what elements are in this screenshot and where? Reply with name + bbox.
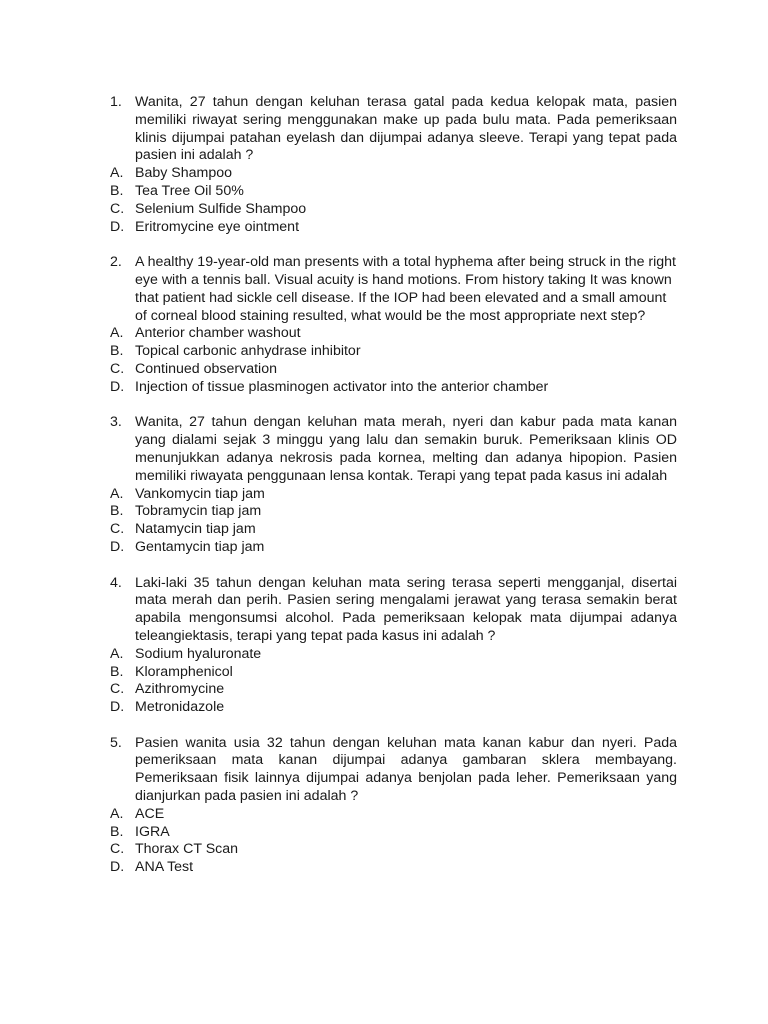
answer-option [110,486,677,504]
answer-option [110,841,677,859]
answer-option [110,503,677,521]
option-text: Natamycin tiap jam [135,521,256,538]
option-letter: B. [110,823,124,840]
question-text: Pasien wanita usia 32 tahun dengan keluhan mata kanan kabur dan nyeri. Pada pemeriksaan mata kanan dijumpai adanya gambaran sklera membayang. Pemeriksaan fisik lainnya dijumpai adanya benjolan pada leher. Pemeriksaan yang dianjurkan pada pasien ini adalah ? [135,734,677,805]
option-letter: D. [110,218,125,235]
answer-option [110,343,677,361]
option-letter: C. [110,360,125,377]
option-text: Tobramycin tiap jam [135,503,262,520]
question-number: 3. [110,414,122,431]
question-number: 2. [110,254,122,271]
option-letter: D. [110,859,125,876]
option-text: Selenium Sulfide Shampoo [135,200,307,217]
question-5 [110,735,677,877]
answer-option [110,806,677,824]
question-2 [110,254,677,396]
answer-option [110,219,677,237]
option-letter: A. [110,645,124,662]
question-number: 5. [110,734,122,751]
option-letter: A. [110,165,124,182]
option-letter: B. [110,343,124,360]
option-text: Kloramphenicol [135,663,233,680]
option-text: Anterior chamber washout [135,325,301,342]
option-text: ANA Test [135,859,194,876]
option-text: Tea Tree Oil 50% [135,182,244,199]
question-text: Laki-laki 35 tahun dengan keluhan mata sering terasa seperti mengganjal, disertai mata merah dan perih. Pasien sering mengalami jerawat yang terasa semakin berat apabila mengonsumsi alcohol. Pada pemeriksaan kelopak mata dijumpai adanya teleangiektasis, terapi yang tepat pada kasus ini adalah ? [135,574,677,644]
option-text: ACE [135,805,165,822]
option-text: Topical carbonic anhydrase inhibitor [135,343,361,360]
option-text: Vankomycin tiap jam [135,485,265,502]
option-text: Injection of tissue plasminogen activator into the anterior chamber [135,378,549,395]
option-text: Gentamycin tiap jam [135,538,265,555]
option-text: Metronidazole [135,699,225,716]
question-number: 1. [110,94,122,110]
option-letter: A. [110,485,124,502]
question-text: Wanita, 27 tahun dengan keluhan mata merah, nyeri dan kabur pada mata kanan yang dialami sejak 3 minggu yang lalu dan semakin buruk. Pemeriksaan klinis OD menunjukkan adanya nekrosis pada kornea, melting dan adanya hipopion. Pasien memiliki riwayata penggunaan lensa kontak. Terapi yang tepat pada kasus ini adalah [135,414,677,484]
option-letter: B. [110,182,124,199]
question-4 [110,575,677,717]
answer-option [110,859,677,877]
option-text: Eritromycine eye ointment [135,218,300,235]
option-letter: C. [110,200,125,217]
question-1 [110,94,677,236]
question-3 [110,414,677,556]
answer-option [110,539,677,557]
option-letter: C. [110,521,125,538]
option-text: Sodium hyaluronate [135,645,262,662]
option-letter: A. [110,805,124,822]
answer-option [110,646,677,664]
question-text: A healthy 19-year-old man presents with a total hyphema after being struck in the right eye with a tennis ball. Visual acuity is hand motions. From history taking It was known that patient had sickle cell disease. If the IOP had been elevated and a small amount of corneal blood staining resulted, what would be the most appropriate next step? [135,254,676,324]
answer-option [110,201,677,219]
option-text: Thorax CT Scan [135,841,239,858]
option-text: Baby Shampoo [135,165,233,182]
option-letter: D. [110,378,125,395]
question-number: 4. [110,574,122,591]
answer-option [110,824,677,842]
answer-option [110,681,677,699]
answer-option [110,379,677,397]
option-letter: B. [110,663,124,680]
answer-option [110,325,677,343]
option-letter: C. [110,841,125,858]
answer-option [110,361,677,379]
answer-option [110,183,677,201]
option-text: IGRA [135,823,170,840]
answer-option [110,165,677,183]
option-letter: A. [110,325,124,342]
option-letter: B. [110,503,124,520]
answer-option [110,699,677,717]
question-list [110,94,677,895]
answer-option [110,521,677,539]
answer-option [110,664,677,682]
option-letter: D. [110,538,125,555]
option-letter: C. [110,681,125,698]
option-letter: D. [110,699,125,716]
question-text: Wanita, 27 tahun dengan keluhan terasa gatal pada kedua kelopak mata, pasien memiliki riwayat sering menggunakan make up pada bulu mata. Pada pemeriksaan klinis dijumpai patahan eyelash dan dijumpai adanya sleeve. Terapi yang tepat pada pasien ini adalah ? [135,94,677,164]
option-text: Azithromycine [135,681,225,698]
option-text: Continued observation [135,360,277,377]
